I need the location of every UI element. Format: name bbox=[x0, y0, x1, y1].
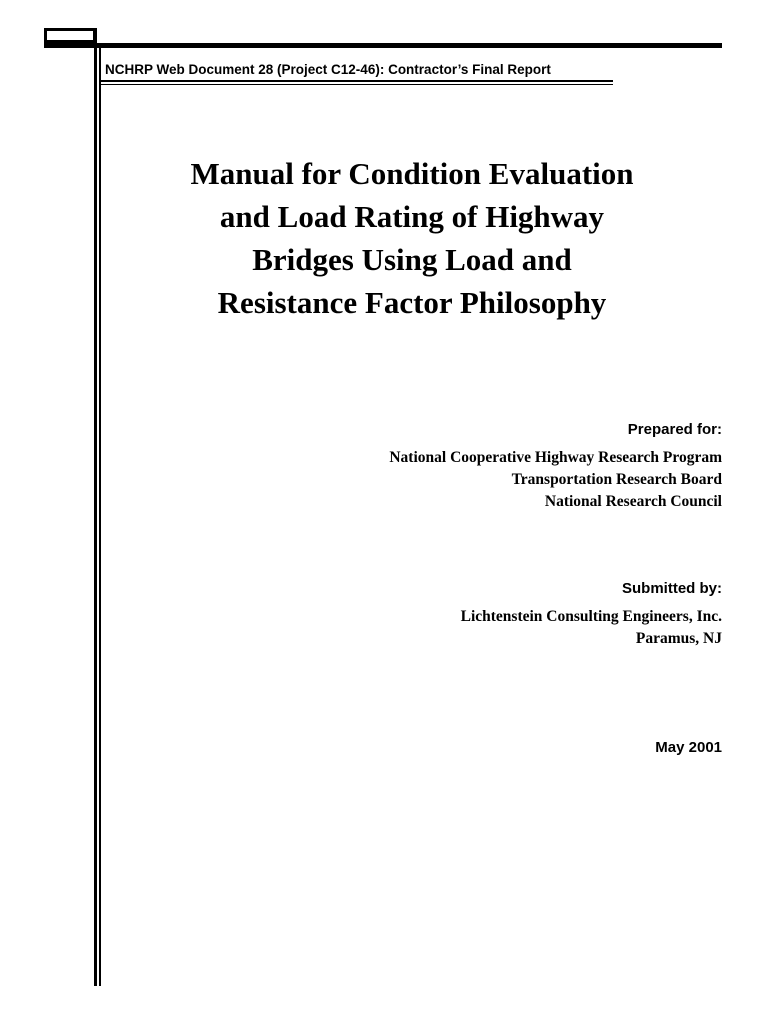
title-line: Manual for Condition Evaluation bbox=[190, 156, 634, 191]
frame-corner-box bbox=[44, 28, 96, 43]
frame-vertical-rule bbox=[94, 28, 97, 986]
organization-line: Transportation Research Board bbox=[511, 471, 722, 488]
publication-date: May 2001 bbox=[655, 739, 722, 756]
prepared-for-organizations bbox=[389, 447, 722, 513]
frame-top-rule bbox=[44, 43, 722, 48]
submitted-by-section bbox=[461, 580, 722, 650]
title-line: and Load Rating of Highway bbox=[219, 199, 605, 234]
document-title bbox=[112, 152, 712, 324]
prepared-for-section bbox=[389, 421, 722, 513]
series-header: NCHRP Web Document 28 (Project C12-46): Contractor’s Final Report bbox=[105, 62, 551, 77]
header-underline bbox=[101, 80, 613, 82]
title-line: Bridges Using Load and bbox=[252, 242, 572, 277]
frame-vertical-rule-inner bbox=[99, 43, 101, 986]
organization-line: National Cooperative Highway Research Program bbox=[389, 449, 722, 466]
submitted-by-details bbox=[461, 606, 722, 650]
prepared-for-label: Prepared for: bbox=[627, 421, 722, 438]
title-line: Resistance Factor Philosophy bbox=[217, 285, 607, 320]
contractor-name: Lichtenstein Consulting Engineers, Inc. bbox=[460, 608, 722, 625]
submitted-by-label: Submitted by: bbox=[622, 580, 722, 597]
contractor-location: Paramus, NJ bbox=[635, 630, 722, 647]
header-underline-thin bbox=[101, 84, 613, 85]
organization-line: National Research Council bbox=[544, 493, 722, 510]
